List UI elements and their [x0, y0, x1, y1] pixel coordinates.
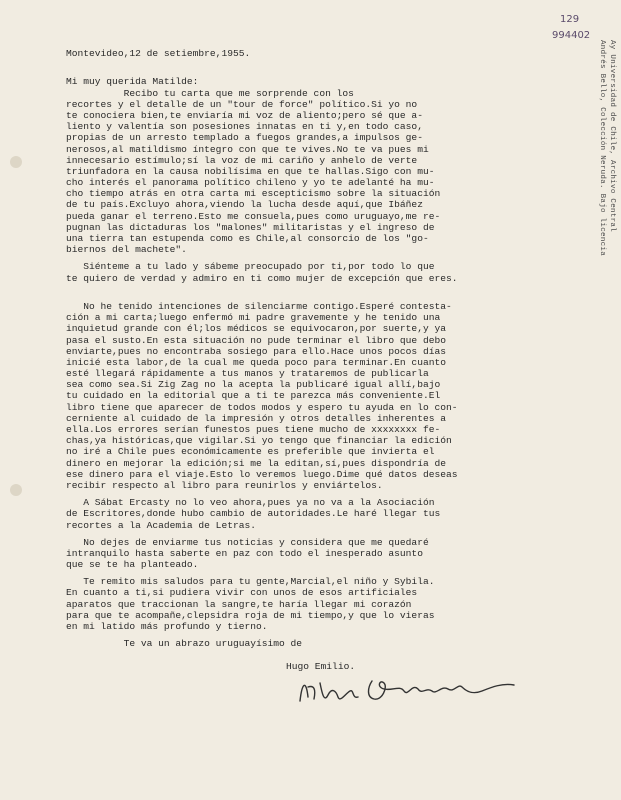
text-line: A Sábat Ercasty no lo veo ahora,pues ya no va a la Asociación	[66, 497, 435, 509]
catalog-number: 994402	[552, 30, 591, 41]
text-line: No dejes de enviarme tus noticias y considera que me quedaré	[66, 536, 429, 548]
text-line: propias de un arresto templado a fuegos grandes,a impulsos ge-	[66, 132, 423, 144]
text-line: te quiero de verdad y admiro en ti como mujer de excepción que eres.	[66, 272, 458, 284]
closing: Te va un abrazo uruguayísimo de	[66, 638, 303, 650]
text-line: libro tiene que aparecer de todos modos y espero tu ayuda en lo con-	[66, 401, 458, 413]
paragraph	[66, 537, 566, 571]
text-line: no iré a Chile pues económicamente es preferible que invierta el	[66, 446, 435, 458]
text-line: inicié esta labor,de la cual me queda poco para terminar.En cuanto	[66, 356, 446, 368]
text-line: una tierra tan estupenda como es Chile,al consorcio de los "go-	[66, 233, 429, 244]
text-line: aparatos que traccionan la sangre,te haría llegar mi corazón	[66, 598, 412, 610]
text-line: esté llegará rápidamente a tus manos y trataremos de publicarla	[66, 368, 429, 380]
paragraph	[66, 301, 566, 491]
text-line: innecesario estímulo;sí la voz de mi cariño y anhelo de verte	[66, 154, 418, 166]
text-line: recibir respecto al libro para reunirlos y enviártelos.	[66, 479, 383, 491]
sidebar-line: Andrés Bello, Colección Neruda. Bajo licencia	[598, 40, 606, 257]
text-line: de Escritores,donde hubo cambio de autoridades.Le haré llegar tus	[66, 508, 441, 520]
text-line: te conociera bien,te enviaría mi voz de aliento;pero sé que a-	[66, 109, 423, 121]
text-line: recortes y el detalle de un "tour de force" político.Si yo no	[66, 98, 418, 110]
salutation: Mi muy querida Matilde:	[66, 76, 199, 88]
text-line: ella.Los errores serían funestos pues tiene mucho de xxxxxxxx fe-	[66, 424, 441, 435]
punch-hole	[10, 484, 22, 496]
text-line: pasa el susto.En esta situación no pude terminar el libro que debo	[66, 334, 446, 346]
letter-body	[66, 48, 566, 672]
dateline: Montevideo,12 de setiembre,1955.	[66, 48, 251, 59]
text-line: ese dinero para el viaje.Esto lo veremos luego.Dime qué datos deseas	[66, 468, 458, 480]
text-line: pueda ganar el terreno.Esto me consuela,pues como uruguayo,me re-	[66, 210, 441, 222]
punch-hole	[10, 156, 22, 168]
text-line: enviarte,pues no encontraba sosiego para ello.Hace unos pocos días	[66, 345, 446, 357]
text-line: Recibo tu carta que me sorprende con los	[66, 87, 354, 99]
text-line: liento y valentía son posesiones innatas en ti y,en todo caso,	[66, 121, 423, 133]
text-line: en mi latido más profundo y tierno.	[66, 621, 268, 632]
text-line: sea como sea.Si Zig Zag no la acepta la publicaré igual allí,bajo	[66, 379, 441, 391]
text-line: Te remito mis saludos para tu gente,Marcial,el niño y Sybila.	[66, 576, 435, 588]
text-line: dinero en mejorar la edición;si me la editan,sí,pues dispondría de	[66, 457, 446, 469]
text-line: de tu país.Excluyo ahora,viendo la lucha desde aquí,que Ibáñez	[66, 199, 423, 211]
text-line: En cuanto a ti,si pudiera vivir con unos de esos artificiales	[66, 587, 418, 599]
text-line: inquietud grande con él;los médicos se equivocaron,por suerte,y ya	[66, 323, 446, 335]
text-line: que se te ha planteado.	[66, 559, 199, 571]
text-line: ción a mi carta;luego enfermó mi padre gravemente y he tenido una	[66, 312, 441, 324]
text-line: Siénteme a tu lado y sábeme preocupado por ti,por todo lo que	[66, 261, 435, 273]
text-line: No he tenido intenciones de silenciarme contigo.Esperé contesta-	[66, 300, 452, 312]
text-line: tu cuidado en la editorial que a ti te parezca más conveniente.El	[66, 390, 441, 402]
sidebar-stamp	[597, 40, 617, 256]
folio-number: 129	[560, 14, 580, 25]
paragraph	[66, 261, 566, 283]
text-line: cho interés el panorama político chileno y yo te adelanté ha mu-	[66, 177, 435, 189]
text-line: intranquilo hasta saberte en paz con todo el inesperado asunto	[66, 547, 423, 559]
text-line: nerosos,al matildismo íntegro con que te vives.No te va pues mi	[66, 143, 429, 155]
handwritten-signature	[292, 673, 524, 709]
text-line: cho tiempo atrás en otra carta mi escepticismo sobre la situación	[66, 188, 441, 200]
text-line: cerniente al cuidado de la impresión y otros detalles inherentes a	[66, 412, 446, 424]
text-line: recortes a la Academia de Letras.	[66, 519, 256, 531]
paragraph	[66, 497, 566, 531]
sidebar-line: Ay Universidad de Chile, Archivo Central	[608, 40, 616, 233]
text-line: pugnan las dictaduras los "malones" militaristas y el ingreso de	[66, 221, 435, 233]
text-line: para que te acompañe,clepsidra roja de mi tiempo,y que lo vieras	[66, 609, 435, 621]
text-line: chas,ya históricas,que vigilar.Si yo tengo que financiar la edición	[66, 435, 452, 447]
paragraph	[66, 88, 566, 256]
typed-signature-name: Hugo Emilio.	[286, 660, 356, 672]
paragraph	[66, 576, 566, 632]
text-line: biernos del machete".	[66, 244, 187, 256]
text-line: triunfadora en la causa nobilísima en que te hallas.Sigo con mu-	[66, 165, 435, 177]
